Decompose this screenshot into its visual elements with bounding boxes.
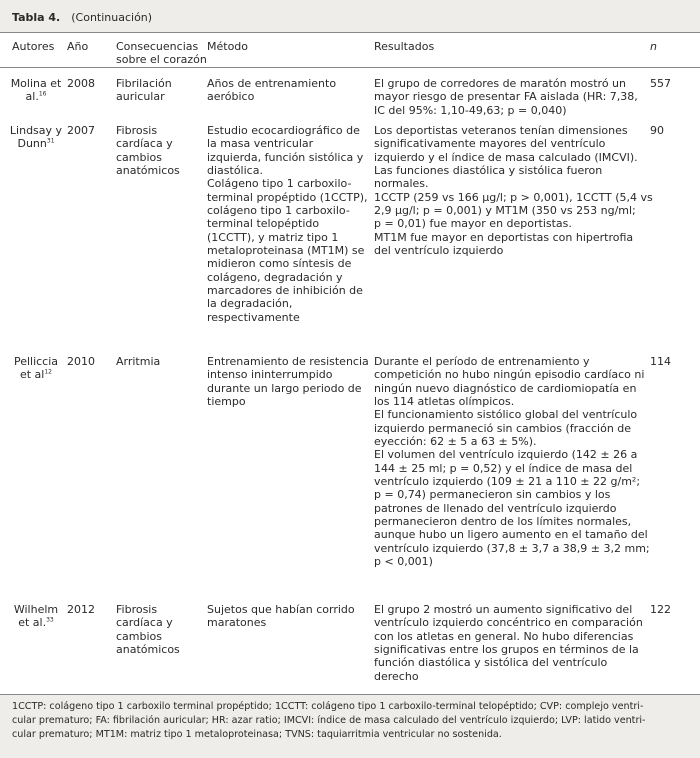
row-year: 2010 — [67, 355, 95, 368]
header-consequences: Consecuencias sobre el corazón — [116, 40, 207, 67]
row-n: 557 — [650, 77, 671, 90]
row-author-ref: 33 — [46, 616, 54, 624]
row-method: Años de entrenamiento aeróbico — [207, 77, 337, 104]
row-year: 2012 — [67, 603, 95, 616]
row-year: 2007 — [67, 124, 95, 137]
row-author — [8, 124, 64, 151]
header-results: Resultados — [374, 40, 435, 53]
table-footnote: 1CCTP: colágeno tipo 1 carboxilo terminal propéptido; 1CCTT: colágeno tipo 1 carboxilo-terminal telopéptido; CVP: complejo ventri- cular prematuro; FA: fibrilación auricular; HR: azar ratio; IMCVI: índice de masa calculado del ventrículo izquierdo; LVP: latido ventri- cular prematuro; MT1M: matriz tipo 1 metaloproteinasa; TVNS: taquiarritmia ventricular no sostenida. — [12, 701, 646, 741]
row-results: El grupo 2 mostró un aumento significativo del ventrículo izquierdo concéntrico en comparación con los atletas en general. No hubo diferencias significativas entre los grupos en términos de la función diastólica y sistólica del ventrículo derecho — [374, 603, 643, 683]
row-author-name: Wilhelm et al. — [13, 603, 59, 630]
row-author — [8, 77, 64, 104]
row-consequence: Fibrilación auricular — [116, 77, 172, 104]
row-author-ref: 16 — [38, 90, 47, 98]
row-n: 114 — [650, 355, 671, 368]
row-results: Los deportistas veteranos tenían dimensiones significativamente mayores del ventrículo izquierdo y el índice de masa calculado (IMCVI). Las funciones diastólica y sistólica fueron normales. 1CCTP (259 vs 166 µg/l; p > 0,001), 1CCTT (5,4 vs 2,9 µg/l; p = 0,001) y MT1M (350 vs 253 ng/ml; p = 0,01) fue mayor en deportistas. MT1M fue mayor en deportistas con hipertrofia del ventrículo izquierdo — [374, 124, 653, 258]
row-consequence: Fibrosis cardíaca y cambios anatómicos — [116, 603, 180, 657]
row-author — [8, 355, 64, 382]
row-n: 122 — [650, 603, 671, 616]
row-method: Estudio ecocardiográfico de la masa ventricular izquierda, función sistólica y diastólica. Colágeno tipo 1 carboxilo- terminal propéptido (1CCTP), colágeno tipo 1 carboxilo- terminal telopéptido (1CCTT), y matriz tipo 1 metaloproteinasa (MT1M) se midieron como síntesis de colágeno, degradación y marcadores de inhibición de la degradación, respectivamente — [207, 124, 368, 324]
table-title — [12, 11, 152, 24]
header-n: n — [650, 40, 657, 53]
header-method: Método — [207, 40, 249, 53]
row-author-name: Pelliccia et al — [13, 355, 59, 382]
header-year: Año — [67, 40, 89, 53]
row-author-ref: 31 — [46, 137, 55, 145]
row-consequence: Fibrosis cardíaca y cambios anatómicos — [116, 124, 180, 178]
row-author-name: Lindsay y Dunn — [9, 124, 63, 151]
table-continuation: (Continuación) — [71, 11, 153, 24]
row-author — [8, 603, 64, 630]
row-method: Entrenamiento de resistencia intenso ininterrumpido durante un largo periodo de tiempo — [207, 355, 369, 409]
row-n: 90 — [650, 124, 664, 137]
table-label: Tabla 4. — [12, 11, 61, 24]
table-footnote-area — [0, 694, 700, 758]
row-consequence: Arritmia — [116, 355, 161, 368]
header-authors: Autores — [12, 40, 55, 53]
row-author-ref: 12 — [44, 368, 52, 376]
table-title-bar — [0, 0, 700, 33]
row-results: El grupo de corredores de maratón mostró un mayor riesgo de presentar FA aislada (HR: 7,38, IC del 95%: 1,10-49,63; p = 0,040) — [374, 77, 638, 117]
row-author-name: Molina et al. — [10, 77, 62, 104]
row-results: Durante el período de entrenamiento y competición no hubo ningún episodio cardíaco ni ningún nuevo diagnóstico de cardiomiopatía en los 114 atletas olímpicos. El funcionamiento sistólico global del ventrículo izquierdo permaneció sin cambios (fracción de eyección: 62 ± 5 a 63 ± 5%). El volumen del ventrículo izquierdo (142 ± 26 a 144 ± 25 ml; p = 0,52) y el índice de masa del ventrículo izquierdo (109 ± 21 a 110 ± 22 g/m²; p = 0,74) permanecieron sin cambios y los patrones de llenado del ventrículo izquierdo permanecieron dentro de los límites normales, aunque hubo un ligero aumento en el tamaño del ventrículo izquierdo (37,8 ± 3,7 a 38,9 ± 3,2 mm; p < 0,001) — [374, 355, 650, 569]
row-year: 2008 — [67, 77, 95, 90]
row-method: Sujetos que habían corrido maratones — [207, 603, 355, 630]
table-header — [0, 33, 700, 68]
